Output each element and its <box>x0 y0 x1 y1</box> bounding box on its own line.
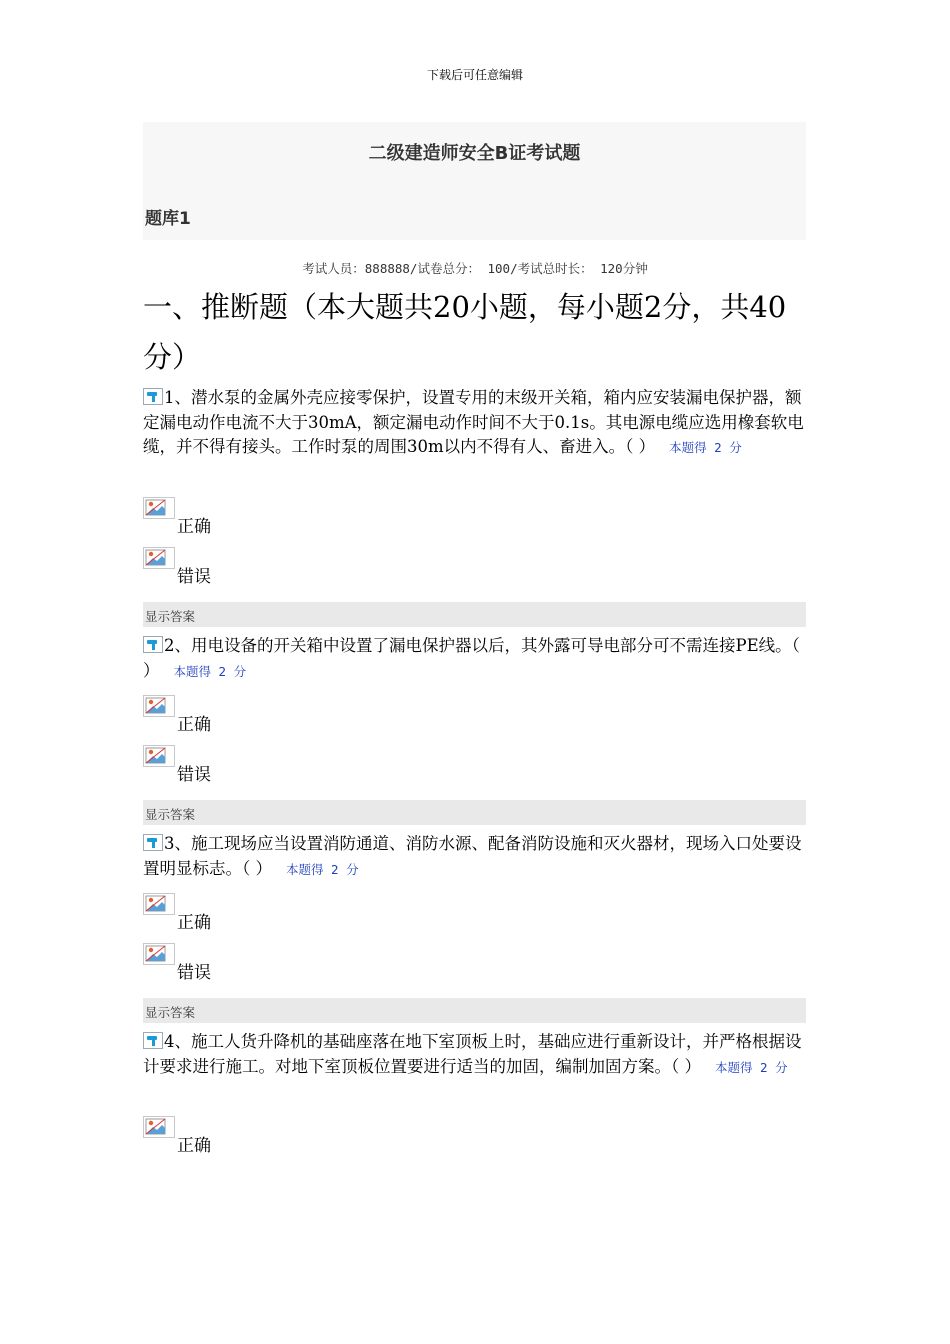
question-icon <box>143 636 163 653</box>
option-label: 错误 <box>177 567 211 587</box>
question-1 <box>143 386 808 461</box>
option-label: 正确 <box>177 1136 211 1156</box>
question-text: 3、施工现场应当设置消防通道、消防水源、配备消防设施和灭火器材，现场入口处要设置明显标志。（ ） <box>143 834 802 878</box>
option-correct[interactable] <box>143 893 443 941</box>
question-score: 本题得 2 分 <box>173 663 247 679</box>
option-label: 错误 <box>177 963 211 983</box>
exam-header <box>143 122 806 240</box>
broken-image-icon <box>143 893 175 915</box>
show-answer-button[interactable] <box>143 602 806 627</box>
question-score: 本题得 2 分 <box>715 1059 788 1075</box>
question-icon <box>143 388 163 405</box>
exam-info: 考试人员：888888/试卷总分： 100/考试总时长： 120分钟 <box>302 261 648 276</box>
broken-image-icon <box>143 1116 175 1138</box>
option-label: 正确 <box>177 715 211 735</box>
show-answer-button[interactable] <box>143 998 806 1023</box>
question-4 <box>143 1030 808 1080</box>
broken-image-icon <box>143 943 175 965</box>
broken-image-icon <box>143 695 175 717</box>
option-correct[interactable] <box>143 695 443 743</box>
question-text: 2、用电设备的开关箱中设置了漏电保护器以后，其外露可导电部分可不需连接PE线。（ ） <box>143 636 800 680</box>
show-answer-button[interactable] <box>143 800 806 825</box>
option-wrong[interactable] <box>143 943 443 991</box>
top-note: 下载后可任意编辑 <box>426 68 523 82</box>
show-answer-label: 显示答案 <box>145 807 196 822</box>
broken-image-icon <box>143 497 175 519</box>
question-score: 本题得 2 分 <box>669 440 742 455</box>
question-3 <box>143 832 808 882</box>
question-icon <box>143 834 163 851</box>
option-label: 正确 <box>177 913 211 933</box>
option-label: 正确 <box>177 517 211 537</box>
option-wrong[interactable] <box>143 547 443 595</box>
question-2 <box>143 634 808 684</box>
option-correct[interactable] <box>143 497 443 545</box>
exam-title: 二级建造师安全B证考试题 <box>368 143 581 164</box>
section-title: 一、推断题（本大题共20小题，每小题2分，共40分） <box>143 290 787 374</box>
option-label: 错误 <box>177 765 211 785</box>
show-answer-label: 显示答案 <box>145 1005 196 1020</box>
bank-title: 题库1 <box>145 209 191 229</box>
broken-image-icon <box>143 745 175 767</box>
option-wrong[interactable] <box>143 745 443 793</box>
question-text: 4、施工人货升降机的基础座落在地下室顶板上时，基础应进行重新设计，并严格根据设计要求进行施工。对地下室顶板位置要进行适当的加固，编制加固方案。（ ） <box>143 1032 802 1076</box>
question-text: 1、潜水泵的金属外壳应接零保护，设置专用的末级开关箱，箱内应安装漏电保护器，额定漏电动作电流不大于30mA，额定漏电动作时间不大于0.1s。其电源电缆应选用橡套软电缆，并不得有接头。工作时泵的周围30m以内不得有人、畜进入。（ ） <box>143 388 804 456</box>
question-icon <box>143 1032 163 1049</box>
show-answer-label: 显示答案 <box>145 609 196 624</box>
option-correct[interactable] <box>143 1116 443 1164</box>
question-score: 本题得 2 分 <box>286 861 359 877</box>
broken-image-icon <box>143 547 175 569</box>
